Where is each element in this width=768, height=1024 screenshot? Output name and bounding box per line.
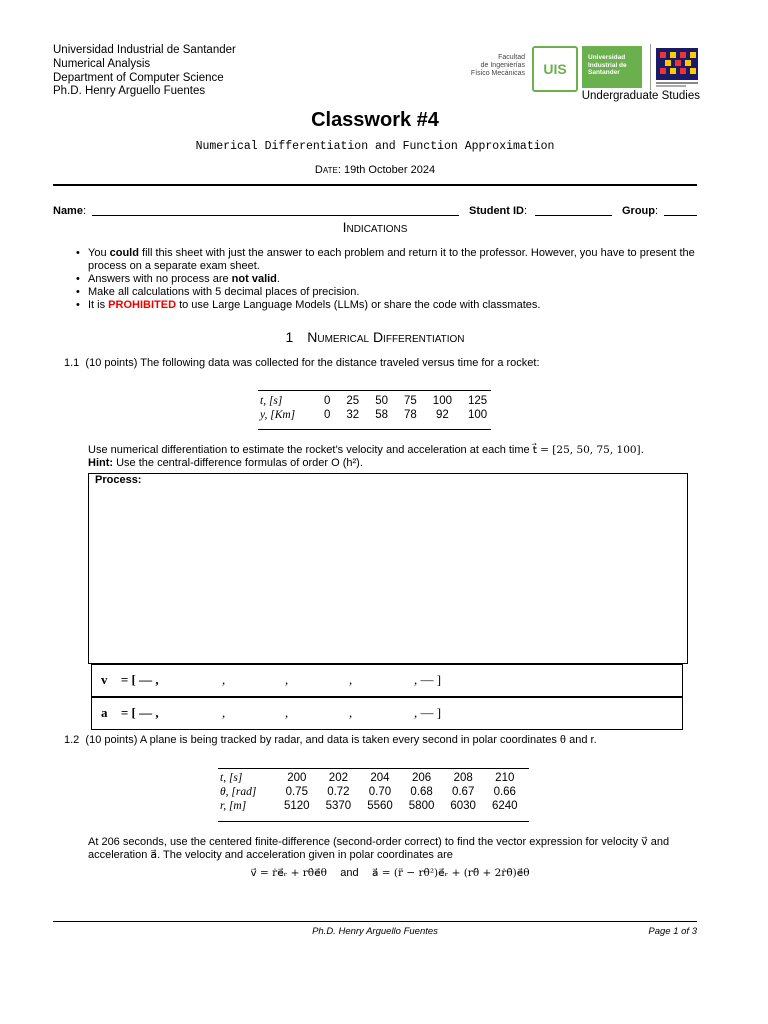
- table-cell: 210: [495, 772, 515, 784]
- header-line: Universidad Industrial de Santander: [53, 44, 236, 56]
- table-cell: 204: [370, 772, 390, 784]
- logo-divider: [650, 44, 651, 90]
- table-cell: 202: [328, 772, 348, 784]
- list-item: [76, 273, 698, 286]
- question-1-1: [64, 357, 540, 369]
- uni-line: Industrial de: [588, 61, 627, 69]
- table-cell: 0.72: [327, 786, 350, 798]
- date: [0, 164, 750, 176]
- item-text: It is: [88, 299, 109, 311]
- table-cell: 0.70: [368, 786, 392, 798]
- item-text: fill this sheet with just the answer to each problem and return it to the professor. However, you have to present the process on a separate exam sheet.: [88, 247, 695, 272]
- question-text-2: At 206 seconds, use the centered finite-difference (second-order correct) to find the vector expression for velocity v⃗ and acceleration a⃗. The velocity and acceleration given in polar coordinates are: [88, 836, 670, 861]
- table-cell: 0: [324, 409, 331, 421]
- footer-author: Ph.D. Henry Arguello Fuentes: [312, 926, 438, 937]
- list-item: [76, 299, 698, 312]
- name-line[interactable]: [92, 215, 459, 216]
- uni-line: Santander: [588, 69, 620, 76]
- table-cell: 5120: [284, 800, 310, 812]
- table-cell: 92: [435, 409, 449, 421]
- student-id-field: Student ID:: [469, 205, 528, 217]
- row-label: t, [s]: [220, 772, 243, 784]
- table-cell: 32: [346, 409, 360, 421]
- row-label: t, [s]: [260, 395, 283, 407]
- table-cell: 6030: [450, 800, 476, 812]
- table-cell: 75: [404, 395, 417, 407]
- prohibited-text: PROHIBITED: [108, 299, 177, 311]
- list-item: [76, 286, 698, 299]
- separator: ,: [285, 705, 289, 720]
- header-info: [53, 44, 236, 99]
- data-table: [258, 394, 495, 422]
- group-label: Group: [622, 205, 655, 217]
- separator: ,: [285, 672, 289, 687]
- acceleration-answer-box[interactable]: [91, 697, 683, 730]
- table-cell: 0.67: [451, 786, 475, 798]
- date-value: : 19th October 2024: [337, 164, 436, 176]
- research-group-logo: [656, 48, 698, 88]
- radar-table: [218, 768, 526, 813]
- item-bold: could: [109, 247, 139, 259]
- item-text: to use Large Language Models (LLMs) or share the code with classmates.: [176, 299, 541, 311]
- table-cell: 5800: [408, 800, 435, 812]
- separator: ,: [222, 705, 226, 720]
- row-label: y, [Km]: [260, 409, 296, 421]
- table-rule-bottom: [218, 821, 529, 822]
- question-text: (10 points) A plane is being tracked by radar, and data is taken every second in polar coordinates θ and r.: [85, 734, 597, 746]
- acceleration-label: a⃗ = [ — ,: [101, 705, 159, 720]
- table-cell: 100: [432, 395, 452, 407]
- table-cell: 78: [404, 409, 417, 421]
- table-cell: 25: [346, 395, 360, 407]
- student-id-line[interactable]: [535, 215, 612, 216]
- table-cell: 0.66: [493, 786, 516, 798]
- section-title: Numerical Differentiation: [307, 329, 465, 345]
- faculty-line: Facultad: [498, 54, 525, 61]
- item-bold: not valid: [231, 273, 277, 285]
- process-label: Process:: [95, 474, 142, 486]
- table-cell: 0: [324, 395, 331, 407]
- table-cell: 50: [375, 395, 388, 407]
- subtitle: Numerical Differentiation and Function Approximation: [195, 140, 555, 153]
- instruction-math: t⃗ = [25, 50, 75, 100].: [532, 444, 644, 456]
- table-row: [258, 394, 495, 408]
- section-number: 1: [285, 329, 294, 345]
- table-cell: 0.68: [410, 786, 433, 798]
- section-heading: [0, 329, 750, 345]
- group-line[interactable]: [664, 215, 697, 216]
- table-cell: 5560: [367, 800, 393, 812]
- table-cell: 0.75: [285, 786, 308, 798]
- name-label: Name: [53, 205, 83, 217]
- page-title: Classwork #4: [311, 109, 439, 131]
- table-cell: 125: [467, 395, 488, 407]
- table-row: [218, 771, 526, 785]
- indications-heading: Indications: [342, 219, 408, 235]
- group-field: Group:: [622, 205, 659, 217]
- title-rule: [53, 184, 697, 186]
- velocity-formula: v⃗ = ṙe⃗ᵣ + rθ̇e⃗θ: [250, 867, 327, 879]
- list-item: [76, 247, 698, 273]
- table-cell: 200: [287, 772, 307, 784]
- uni-line: Universidad: [588, 54, 626, 61]
- student-id-label: Student ID: [469, 205, 524, 217]
- footer-page: Page 1 of 3: [648, 926, 697, 937]
- date-label: Date: [314, 164, 338, 176]
- question-1-2: [64, 734, 597, 746]
- hint: [88, 457, 363, 469]
- footer-rule: [53, 921, 697, 922]
- rocket-table: [258, 390, 495, 422]
- header-line: Numerical Analysis: [53, 57, 151, 70]
- indications-list: [76, 247, 698, 312]
- separator: ,: [349, 705, 353, 720]
- undergrad-label: Undergraduate Studies: [581, 90, 700, 102]
- instruction: [88, 444, 708, 456]
- table-cell: 208: [453, 772, 473, 784]
- table-cell: 6240: [491, 800, 518, 812]
- instruction-text: Use numerical differentiation to estimate the rocket’s velocity and acceleration at each time: [88, 444, 530, 456]
- process-box[interactable]: [88, 473, 688, 664]
- item-text: Make all calculations with 5 decimal places of precision.: [88, 286, 360, 298]
- uis-logo: [532, 46, 578, 92]
- table-rule-bottom: [258, 429, 491, 430]
- hint-label: Hint:: [88, 457, 114, 469]
- question-number: 1.1: [64, 357, 80, 369]
- table-row: [258, 408, 495, 422]
- table-rule-top: [258, 390, 491, 391]
- row-label: θ, [rad]: [220, 786, 257, 798]
- header-line: Department of Computer Science: [53, 71, 224, 84]
- table-row: [218, 799, 526, 813]
- polar-formulas: [0, 867, 768, 879]
- uis-logo-text: UIS: [543, 61, 567, 77]
- separator: ,: [222, 672, 226, 687]
- header-line: Ph.D. Henry Arguello Fuentes: [53, 85, 206, 98]
- question-number: 1.2: [64, 734, 80, 746]
- hint-text: Use the central-difference formulas of order O (h²).: [113, 457, 363, 469]
- separator: ,: [349, 672, 353, 687]
- table-cell: 100: [467, 409, 488, 421]
- faculty-logo-text: [455, 54, 525, 78]
- item-text: .: [276, 273, 280, 285]
- item-text: You: [88, 247, 110, 259]
- table-cell: 206: [411, 772, 432, 784]
- velocity-label: v⃗ = [ — ,: [101, 672, 159, 687]
- table-row: [218, 785, 526, 799]
- table-rule-top: [218, 768, 529, 769]
- university-logo: [582, 46, 642, 88]
- velocity-answer-box[interactable]: [91, 664, 683, 697]
- end-bracket: , — ]: [414, 705, 442, 720]
- faculty-line: de Ingenierías: [480, 62, 525, 69]
- end-bracket: , — ]: [414, 672, 442, 687]
- name-field: Name:: [53, 205, 87, 217]
- item-text: Answers with no process are: [88, 273, 232, 285]
- row-label: r, [m]: [220, 800, 247, 812]
- acceleration-formula: a⃗ = (r̈ − rθ̇²)e⃗ᵣ + (rθ̈ + 2ṙθ̇)e⃗θ: [371, 867, 530, 879]
- table-cell: 5370: [325, 800, 352, 812]
- question-text: (10 points) The following data was collected for the distance traveled versus time for a rocket:: [85, 357, 540, 369]
- table-cell: 58: [375, 409, 388, 421]
- faculty-line: Físico Mecánicas: [470, 70, 525, 77]
- data-table: [218, 771, 526, 813]
- formula-and: and: [340, 867, 359, 879]
